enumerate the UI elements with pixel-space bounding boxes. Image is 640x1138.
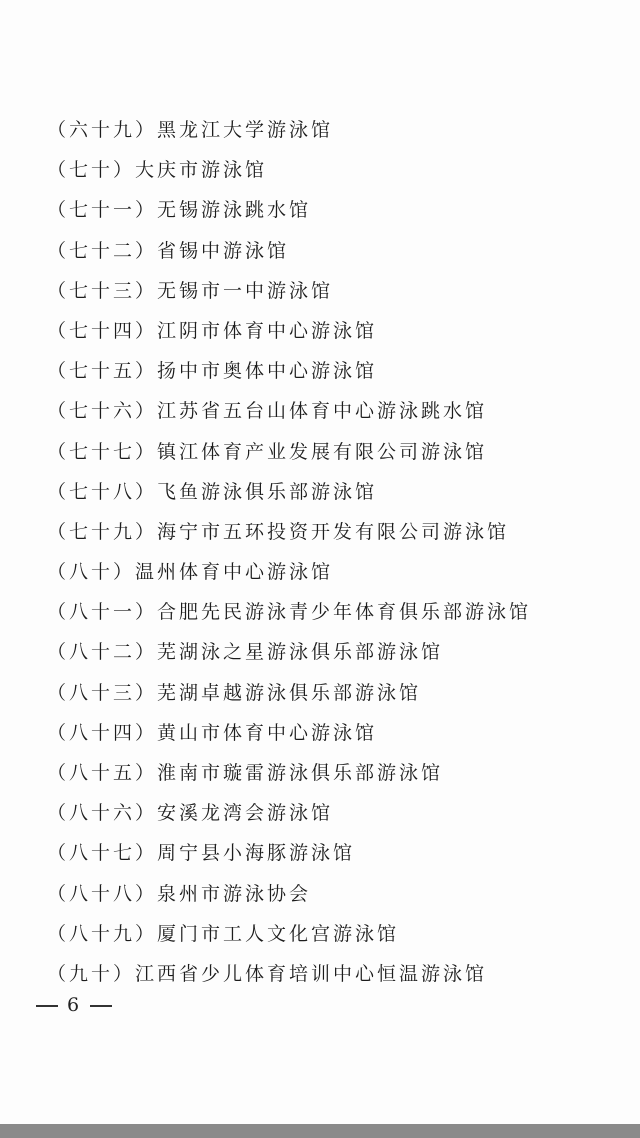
list-item [47, 231, 622, 271]
item-number: （七十四） [47, 319, 158, 342]
item-number: （九十） [47, 962, 136, 985]
page-number-dash-left [36, 1005, 58, 1007]
item-name: 合肥先民游泳青少年体育俱乐部游泳馆 [157, 601, 532, 624]
item-number: （七十） [47, 159, 136, 182]
item-name: 泉州市游泳协会 [157, 882, 312, 905]
item-number: （六十九） [47, 119, 158, 141]
item-name: 飞鱼游泳俱乐部游泳馆 [157, 480, 378, 503]
item-name: 大庆市游泳馆 [135, 159, 268, 182]
list-item [47, 954, 622, 994]
item-number: （七十八） [47, 480, 158, 503]
item-name: 江西省少儿体育培训中心恒温游泳馆 [135, 962, 488, 985]
item-number: （八十三） [47, 681, 158, 704]
list-item [47, 391, 622, 431]
list-item [47, 793, 622, 833]
list-item [47, 271, 622, 311]
venue-list [47, 110, 622, 994]
list-item [47, 472, 622, 512]
item-name: 黑龙江大学游泳馆 [157, 119, 334, 141]
list-item [47, 512, 622, 552]
item-number: （七十二） [47, 239, 158, 262]
list-item [47, 753, 622, 793]
item-name: 省锡中游泳馆 [157, 239, 290, 262]
item-number: （八十八） [47, 882, 158, 905]
list-item [47, 592, 622, 632]
item-number: （七十三） [47, 279, 158, 302]
list-item [47, 552, 622, 592]
item-name: 温州体育中心游泳馆 [135, 561, 334, 584]
item-name: 厦门市工人文化宫游泳馆 [157, 922, 400, 945]
item-name: 芜湖卓越游泳俱乐部游泳馆 [157, 681, 422, 704]
list-item [47, 713, 622, 753]
item-number: （八十六） [47, 802, 158, 825]
item-name: 江阴市体育中心游泳馆 [157, 319, 378, 342]
list-item [47, 311, 622, 351]
list-item [47, 673, 622, 713]
item-name: 周宁县小海豚游泳馆 [157, 842, 356, 865]
item-number: （八十五） [47, 762, 158, 784]
item-number: （八十二） [47, 641, 158, 664]
list-item [47, 190, 622, 230]
item-name: 镇江体育产业发展有限公司游泳馆 [157, 440, 488, 463]
item-name: 黄山市体育中心游泳馆 [157, 721, 378, 744]
list-item [47, 351, 622, 391]
item-number: （八十七） [47, 842, 158, 865]
list-item [47, 874, 622, 914]
list-item [47, 914, 622, 954]
item-number: （八十四） [47, 721, 158, 744]
item-name: 海宁市五环投资开发有限公司游泳馆 [157, 520, 510, 543]
page-number-value: 6 [67, 994, 82, 1016]
list-item [47, 150, 622, 190]
list-item [47, 632, 622, 672]
item-number: （七十一） [47, 199, 158, 222]
page-number [27, 990, 121, 1020]
bottom-bar [0, 1124, 640, 1138]
item-number: （七十六） [47, 400, 158, 423]
item-number: （八十） [47, 561, 136, 584]
page-number-dash-right [90, 1005, 112, 1007]
item-number: （七十五） [47, 360, 158, 383]
item-name: 芜湖泳之星游泳俱乐部游泳馆 [157, 641, 444, 664]
item-number: （七十九） [47, 520, 158, 543]
list-item [47, 110, 622, 150]
item-name: 安溪龙湾会游泳馆 [157, 802, 334, 825]
item-number: （八十九） [47, 922, 158, 945]
list-item [47, 432, 622, 472]
item-number: （八十一） [47, 601, 158, 624]
item-name: 无锡市一中游泳馆 [157, 279, 334, 302]
item-name: 淮南市璇雷游泳俱乐部游泳馆 [157, 762, 444, 784]
item-number: （七十七） [47, 440, 158, 463]
item-name: 江苏省五台山体育中心游泳跳水馆 [157, 400, 488, 423]
list-item [47, 833, 622, 873]
item-name: 扬中市奥体中心游泳馆 [157, 360, 378, 383]
item-name: 无锡游泳跳水馆 [157, 199, 312, 222]
